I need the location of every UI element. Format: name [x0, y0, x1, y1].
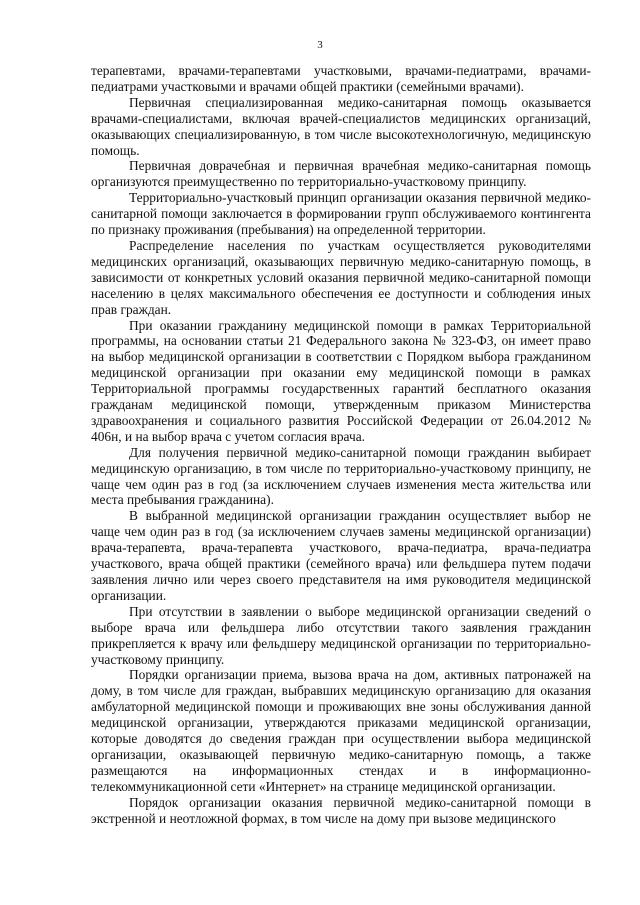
- paragraph-territorial-principle: Территориально-участковый принцип организации оказания первичной медико-санитарной помощи заключается в формировании групп обслуживаемого контингента по признаку проживания (пребывания) на определенной территории.: [91, 190, 591, 238]
- paragraph-population-distribution: Распределение населения по участкам осуществляется руководителями медицинских организаций, оказывающих первичную медико-санитарную помощь, в зависимости от конкретных условий оказания первичной медико-санитарной помощи населению в целях максимального обеспечения ее доступности и соблюдения иных прав граждан.: [91, 237, 591, 317]
- paragraph-right-of-choice: При оказании гражданину медицинской помощи в рамках Территориальной программы, на основании статьи 21 Федерального закона № 323-ФЗ, он имеет право на выбор медицинской организации в соответствии с Порядком выбора гражданином медицинской организации при оказании ему медицинской помощи в рамках Территориальной программы государственных гарантий бесплатного оказания гражданам медицинской помощи, утвержденным приказом Министерства здравоохранения и социального развития Российской Федерации от 26.04.2012 № 406н, и на выбор врача с учетом согласия врача.: [91, 317, 591, 444]
- paragraph-continued: терапевтами, врачами-терапевтами участковыми, врачами-педиатрами, врачами-педиатрами участковыми и врачами общей практики (семейными врачами).: [91, 63, 591, 94]
- paragraph-default-attachment: При отсутствии в заявлении о выборе медицинской организации сведений о выборе врача или фельдшера либо отсутствии такого заявления гражданин прикрепляется к врачу или фельдшеру медицинской организации по территориально-участковому принципу.: [91, 603, 591, 667]
- paragraph-emergency-care: Порядок организации оказания первичной медико-санитарной помощи в экстренной и неотложной формах, в том числе на дому при вызове медицинского: [91, 794, 591, 826]
- page-number: 3: [317, 39, 323, 51]
- document-body: [91, 63, 591, 827]
- paragraph-prehospital-care: Первичная доврачебная и первичная врачебная медико-санитарная помощь организуются преимущественно по территориально-участковому принципу.: [91, 158, 591, 190]
- paragraph-reception-procedures: Порядки организации приема, вызова врача на дом, активных патронажей на дому, в том числе для граждан, выбравших медицинскую организацию для оказания амбулаторной медицинской помощи и проживающих вне зоны обслуживания данной медицинской организации, утверждаются приказами медицинской организации, которые доводятся до сведения граждан при осуществлении выбора медицинской организации, оказывающей первичную медико-санитарную помощь, а также размещаются на информационных стендах и в информационно-телекоммуникационной сети «Интернет» на странице медицинской организации.: [91, 667, 591, 794]
- paragraph-specialized-care: Первичная специализированная медико-санитарная помощь оказывается врачами-специалистами, включая врачей-специалистов медицинских организаций, оказывающих специализированную, в том числе высокотехнологичную, медицинскую помощь.: [91, 94, 591, 158]
- paragraph-doctor-choice: В выбранной медицинской организации гражданин осуществляет выбор не чаще чем один раз в год (за исключением случаев замены медицинской организации) врача-терапевта, врача-терапевта участкового, врача-педиатра, врача-педиатра участкового, врача общей практики (семейного врача) или фельдшера путем подачи заявления лично или через своего представителя на имя руководителя медицинской организации.: [91, 508, 591, 603]
- paragraph-organization-choice: Для получения первичной медико-санитарной помощи гражданин выбирает медицинскую организацию, в том числе по территориально-участковому принципу, не чаще чем один раз в год (за исключением случаев изменения места жительства или места пребывания гражданина).: [91, 444, 591, 508]
